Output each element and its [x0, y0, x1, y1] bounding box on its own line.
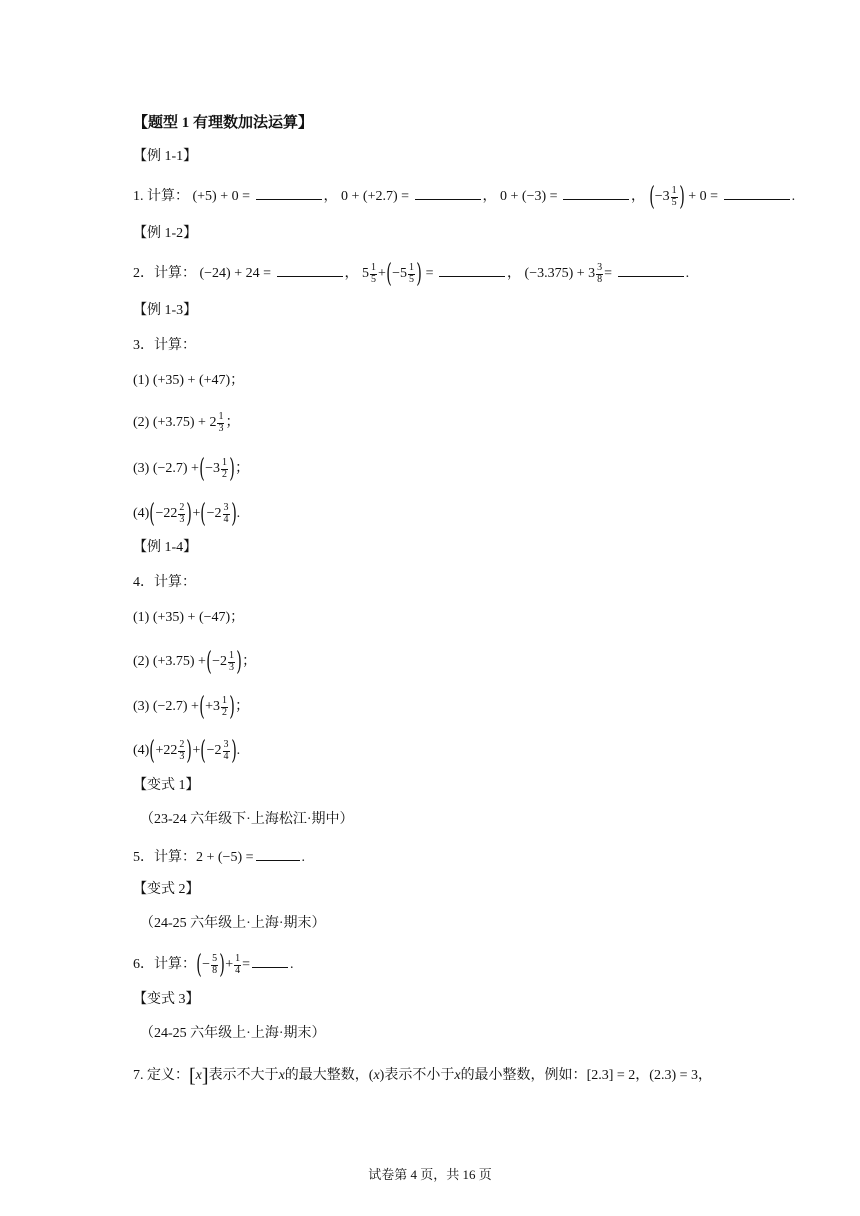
right-paren: ) — [416, 259, 422, 289]
variant-3-source: （24-25 六年级上·上海·期末） — [140, 1026, 326, 1041]
q2-blank-c[interactable] — [618, 264, 684, 277]
example-label-1-4: 【例 1-4】 — [133, 540, 198, 555]
question-6: 6．计算：(− $\frac{5}{8}$ )+ $\frac{1}{4}$ = . — [133, 950, 294, 980]
q5-expr: 2 + (−5) = — [196, 850, 254, 865]
q3-p2-fraction: $\frac{1}{3}$ — [218, 411, 224, 434]
q1-blank-b[interactable] — [415, 187, 481, 200]
q6-fraction-2: $\frac{1}{4}$ — [235, 953, 241, 976]
q2-expr-c: (−3.375) + 3 — [524, 266, 596, 282]
q4-p3-fraction: $\frac{1}{2}$ — [222, 695, 228, 718]
section-title: 【题型 1 有理数加法运算】 — [133, 115, 314, 131]
q1-prefix: 1. 计算： — [133, 189, 189, 205]
example-label-1-3: 【例 1-3】 — [133, 303, 198, 318]
q3-p4-fraction: $\frac{2}{3}$ — [179, 502, 185, 525]
q1-d-int: −3 — [654, 189, 670, 205]
q7-example-2: (2.3) = 3 — [649, 1068, 699, 1084]
question-4-part-2: (2) (+3.75) +(−2 $\frac{1}{3}$ )； — [133, 647, 257, 677]
question-3-part-4: (4)(−22 $\frac{2}{3}$ )+(−2 $\frac{3}{4}$ ). — [133, 499, 241, 529]
question-2: 2．计算： (−24) + 24 = ， 5 $\frac{1}{5}$ +(−5 $\frac{1}{5}$ ) = ， (−3.375) + 3 $\frac{3}{8}$ = . — [133, 259, 690, 289]
q4-p4-fraction: $\frac{2}{3}$ — [179, 739, 185, 762]
left-paren: ( — [648, 182, 655, 212]
question-4-part-4: (4)(+22 $\frac{2}{3}$ )+(−2 $\frac{3}{4}$ ). — [133, 736, 241, 766]
question-7: 7. 定义：[x]表示不大于x的最大整数，(x)表示不小于x的最小整数，例如：[2.3] = 2，(2.3) = 3， — [133, 1065, 713, 1087]
variant-2-source: （24-25 六年级上·上海·期末） — [140, 916, 326, 931]
question-3-part-3: (3) (−2.7) +(−3 $\frac{1}{2}$ )； — [133, 454, 250, 484]
q4-p2-fraction: $\frac{1}{3}$ — [229, 650, 235, 673]
q1-blank-c[interactable] — [563, 187, 629, 200]
q2-prefix: 2．计算： — [133, 266, 196, 282]
variant-label-3: 【变式 3】 — [133, 992, 200, 1007]
q2-expr-a: (−24) + 24 = — [199, 266, 272, 282]
example-label-1-1: 【例 1-1】 — [133, 149, 198, 164]
q1-expr-a: (+5) + 0 = — [192, 189, 251, 205]
q2-b-fraction: $\frac{1}{5}$ — [371, 262, 377, 285]
example-label-1-2: 【例 1-2】 — [133, 226, 198, 241]
q7-example-1: [2.3] = 2 — [586, 1068, 636, 1084]
question-4-part-1: (1) (+35) + (−47)； — [133, 610, 245, 625]
q2-blank-a[interactable] — [277, 264, 343, 277]
q1-blank-a[interactable] — [256, 187, 322, 200]
question-3-part-1: (1) (+35) + (+47)； — [133, 373, 245, 388]
q5-blank[interactable] — [256, 848, 300, 861]
question-3-part-2: (2) (+3.75) + 2 $\frac{1}{3}$ ； — [133, 411, 240, 434]
question-3-prefix: 3．计算： — [133, 338, 196, 353]
left-paren: ( — [386, 259, 392, 289]
q1-d-tail: + 0 = — [688, 189, 719, 205]
q2-b-fraction-2: $\frac{1}{5}$ — [408, 262, 414, 285]
variant-1-source: （23-24 六年级下·上海松江·期中） — [140, 812, 354, 827]
q4-p4-fraction-2: $\frac{3}{4}$ — [223, 739, 229, 762]
q6-fraction: $\frac{5}{8}$ — [212, 953, 218, 976]
q1-expr-c: 0 + (−3) = — [500, 189, 558, 205]
q1-expr-b: 0 + (+2.7) = — [341, 189, 410, 205]
q1-d-fraction: $\frac{1}{5}$ — [671, 185, 677, 208]
question-5: 5．计算：2 + (−5) = . — [133, 850, 306, 865]
question-4-part-3: (3) (−2.7) +(+3 $\frac{1}{2}$ )； — [133, 692, 250, 722]
variant-label-2: 【变式 2】 — [133, 882, 200, 897]
q2-b-int2: −5 — [392, 266, 407, 282]
question-1: 1. 计算： (+5) + 0 = ， 0 + (+2.7) = ， 0 + (−3) = ， (−3 $\frac{1}{5}$ ) + 0 = . — [133, 182, 796, 212]
question-4-prefix: 4．计算： — [133, 575, 196, 590]
q3-p3-fraction: $\frac{1}{2}$ — [222, 457, 228, 480]
right-paren: ) — [678, 182, 685, 212]
q2-blank-b[interactable] — [439, 264, 505, 277]
page-footer: 试卷第 4 页，共 16 页 — [368, 1167, 492, 1182]
q6-blank[interactable] — [252, 955, 288, 968]
variant-label-1: 【变式 1】 — [133, 778, 200, 793]
q2-c-fraction: $\frac{3}{8}$ — [597, 262, 603, 285]
q3-p4-fraction-2: $\frac{3}{4}$ — [223, 502, 229, 525]
q1-blank-d[interactable] — [724, 187, 790, 200]
q2-b-int: 5 — [362, 266, 370, 282]
